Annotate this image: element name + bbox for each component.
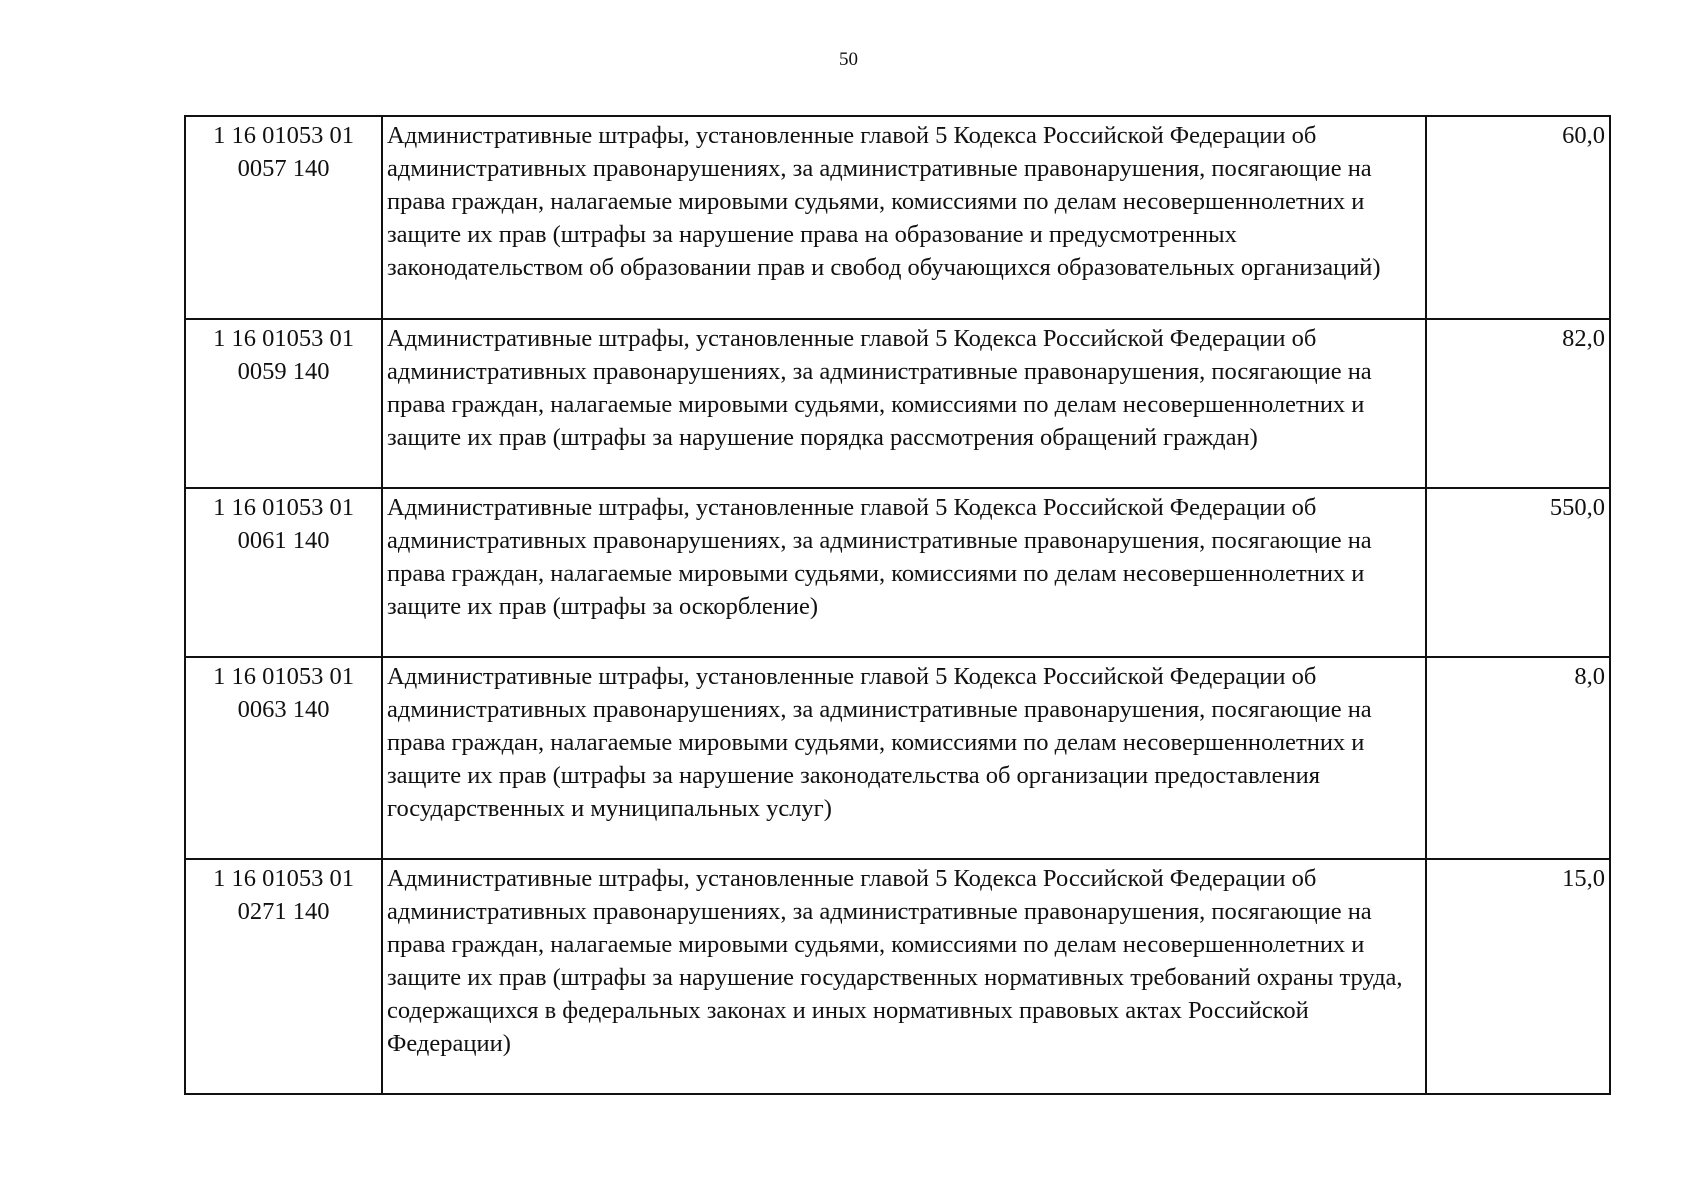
amount-cell: 82,0 [1426, 319, 1610, 488]
budget-code-line-1: 1 16 01053 01 [213, 325, 354, 352]
fines-table [184, 115, 1611, 1095]
page-number: 50 [839, 49, 858, 70]
table-row [185, 488, 1610, 657]
description-cell: Административные штрафы, установленные главой 5 Кодекса Российской Федерации об административных правонарушениях, за административные правонарушения, посягающие на права граждан, налагаемые мировыми судьями, комиссиями по делам несовершеннолетних и защите их прав (штрафы за нарушение порядка рассмотрения обращений граждан) [382, 319, 1426, 488]
budget-code-line-2: 0061 140 [237, 527, 330, 554]
description-cell: Административные штрафы, установленные главой 5 Кодекса Российской Федерации об административных правонарушениях, за административные правонарушения, посягающие на права граждан, налагаемые мировыми судьями, комиссиями по делам несовершеннолетних и защите их прав (штрафы за нарушение государственных нормативных требований охраны труда, содержащихся в федеральных законах и иных нормативных правовых актах Российской Федерации) [382, 859, 1426, 1094]
amount-cell: 15,0 [1426, 859, 1610, 1094]
budget-code-line-2: 0271 140 [237, 898, 330, 925]
description-cell: Административные штрафы, установленные главой 5 Кодекса Российской Федерации об административных правонарушениях, за административные правонарушения, посягающие на права граждан, налагаемые мировыми судьями, комиссиями по делам несовершеннолетних и защите их прав (штрафы за нарушение права на образование и предусмотренных законодательством об образовании прав и свобод обучающихся образовательных организаций) [382, 116, 1426, 319]
budget-code-line-1: 1 16 01053 01 [213, 663, 354, 690]
table-row [185, 657, 1610, 859]
budget-code-cell [185, 116, 382, 319]
budget-code-line-1: 1 16 01053 01 [213, 122, 354, 149]
amount-cell: 8,0 [1426, 657, 1610, 859]
table-row [185, 319, 1610, 488]
budget-code-line-1: 1 16 01053 01 [213, 865, 354, 892]
budget-code-cell [185, 859, 382, 1094]
table-row [185, 859, 1610, 1094]
budget-code-line-2: 0059 140 [237, 358, 330, 385]
amount-cell: 550,0 [1426, 488, 1610, 657]
budget-code-cell [185, 657, 382, 859]
amount-cell: 60,0 [1426, 116, 1610, 319]
description-cell: Административные штрафы, установленные главой 5 Кодекса Российской Федерации об административных правонарушениях, за административные правонарушения, посягающие на права граждан, налагаемые мировыми судьями, комиссиями по делам несовершеннолетних и защите их прав (штрафы за нарушение законодательства об организации предоставления государственных и муниципальных услуг) [382, 657, 1426, 859]
budget-code-line-2: 0063 140 [237, 696, 330, 723]
budget-code-line-1: 1 16 01053 01 [213, 494, 354, 521]
table-row [185, 116, 1610, 319]
description-cell: Административные штрафы, установленные главой 5 Кодекса Российской Федерации об административных правонарушениях, за административные правонарушения, посягающие на права граждан, налагаемые мировыми судьями, комиссиями по делам несовершеннолетних и защите их прав (штрафы за оскорбление) [382, 488, 1426, 657]
budget-code-cell [185, 319, 382, 488]
budget-code-line-2: 0057 140 [237, 155, 330, 182]
budget-code-cell [185, 488, 382, 657]
